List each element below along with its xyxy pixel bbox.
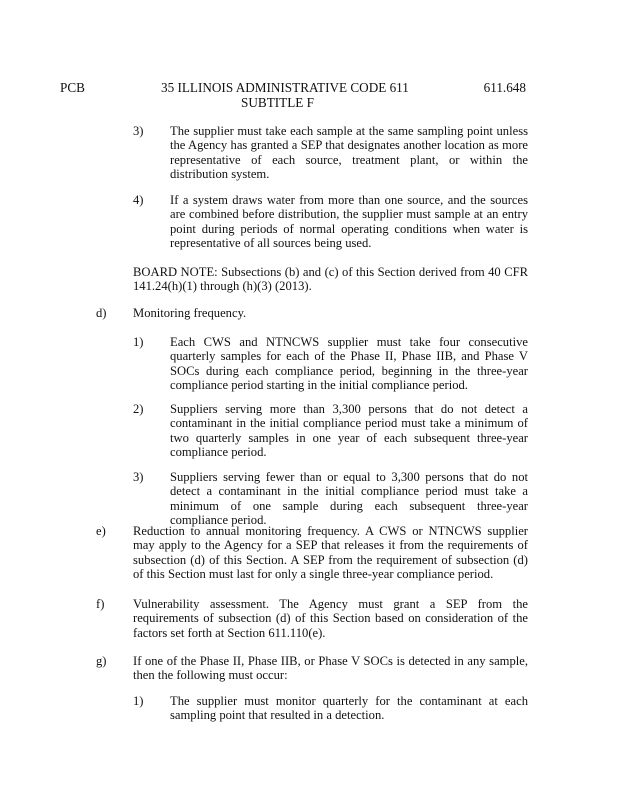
item-text: Suppliers serving more than 3,300 persons that do not detect a contaminant in the initial compliance period must take a minimum of two quarterly samples in one year of each subsequent three-year compliance period. (170, 402, 528, 460)
item-number: 2) (133, 402, 144, 416)
subsection-heading: Monitoring frequency. (133, 306, 247, 320)
board-note: BOARD NOTE: Subsections (b) and (c) of this Section derived from 40 CFR 141.24(h)(1) through (h)(3) (2013). (133, 265, 528, 294)
header-section-number: 611.648 (483, 80, 526, 95)
subsection-text: If one of the Phase II, Phase IIB, or Phase V SOCs is detected in any sample, then the following must occur: (133, 654, 528, 683)
item-text: The supplier must monitor quarterly for the contaminant at each sampling point that resulted in a detection. (170, 694, 528, 723)
header-title-line2: SUBTITLE F (241, 95, 314, 110)
item-text: The supplier must take each sample at the same sampling point unless the Agency has granted a SEP that designates another location as more representative of each source, treatment plant, or within the distribution system. (170, 124, 528, 182)
item-text: Suppliers serving fewer than or equal to 3,300 persons that do not detect a contaminant in the initial compliance period must take a minimum of one sample during each subsequent three-year compliance period. (170, 470, 528, 528)
subsection-letter: f) (96, 597, 105, 611)
header-agency: PCB (60, 80, 85, 95)
subsection-letter: g) (96, 654, 107, 668)
item-number: 4) (133, 193, 144, 207)
item-text: Each CWS and NTNCWS supplier must take four consecutive quarterly samples for each of the Phase II, Phase IIB, and Phase V SOCs during each compliance period, beginning in the three-year compliance period starting in the initial compliance period. (170, 335, 528, 393)
item-number: 1) (133, 335, 144, 349)
item-text: If a system draws water from more than one source, and the sources are combined before distribution, the supplier must sample at an entry point during periods of normal operating conditions when water is representative of all sources being used. (170, 193, 528, 251)
header-title (161, 80, 409, 110)
item-number: 1) (133, 694, 144, 708)
item-number: 3) (133, 124, 144, 138)
subsection-letter: e) (96, 524, 106, 538)
subsection-text: Reduction to annual monitoring frequency. A CWS or NTNCWS supplier may apply to the Agency for a SEP that releases it from the requirements of subsection (d) of this Section. A SEP from the requirement of subsection (d) of this Section must last for only a single three-year compliance period. (133, 524, 528, 582)
subsection-letter: d) (96, 306, 107, 320)
subsection-text: Vulnerability assessment. The Agency must grant a SEP from the requirements of subsection (d) of this Section based on consideration of the factors set forth at Section 611.110(e). (133, 597, 528, 640)
header-title-line1: 35 ILLINOIS ADMINISTRATIVE CODE 611 (161, 80, 409, 95)
item-number: 3) (133, 470, 144, 484)
